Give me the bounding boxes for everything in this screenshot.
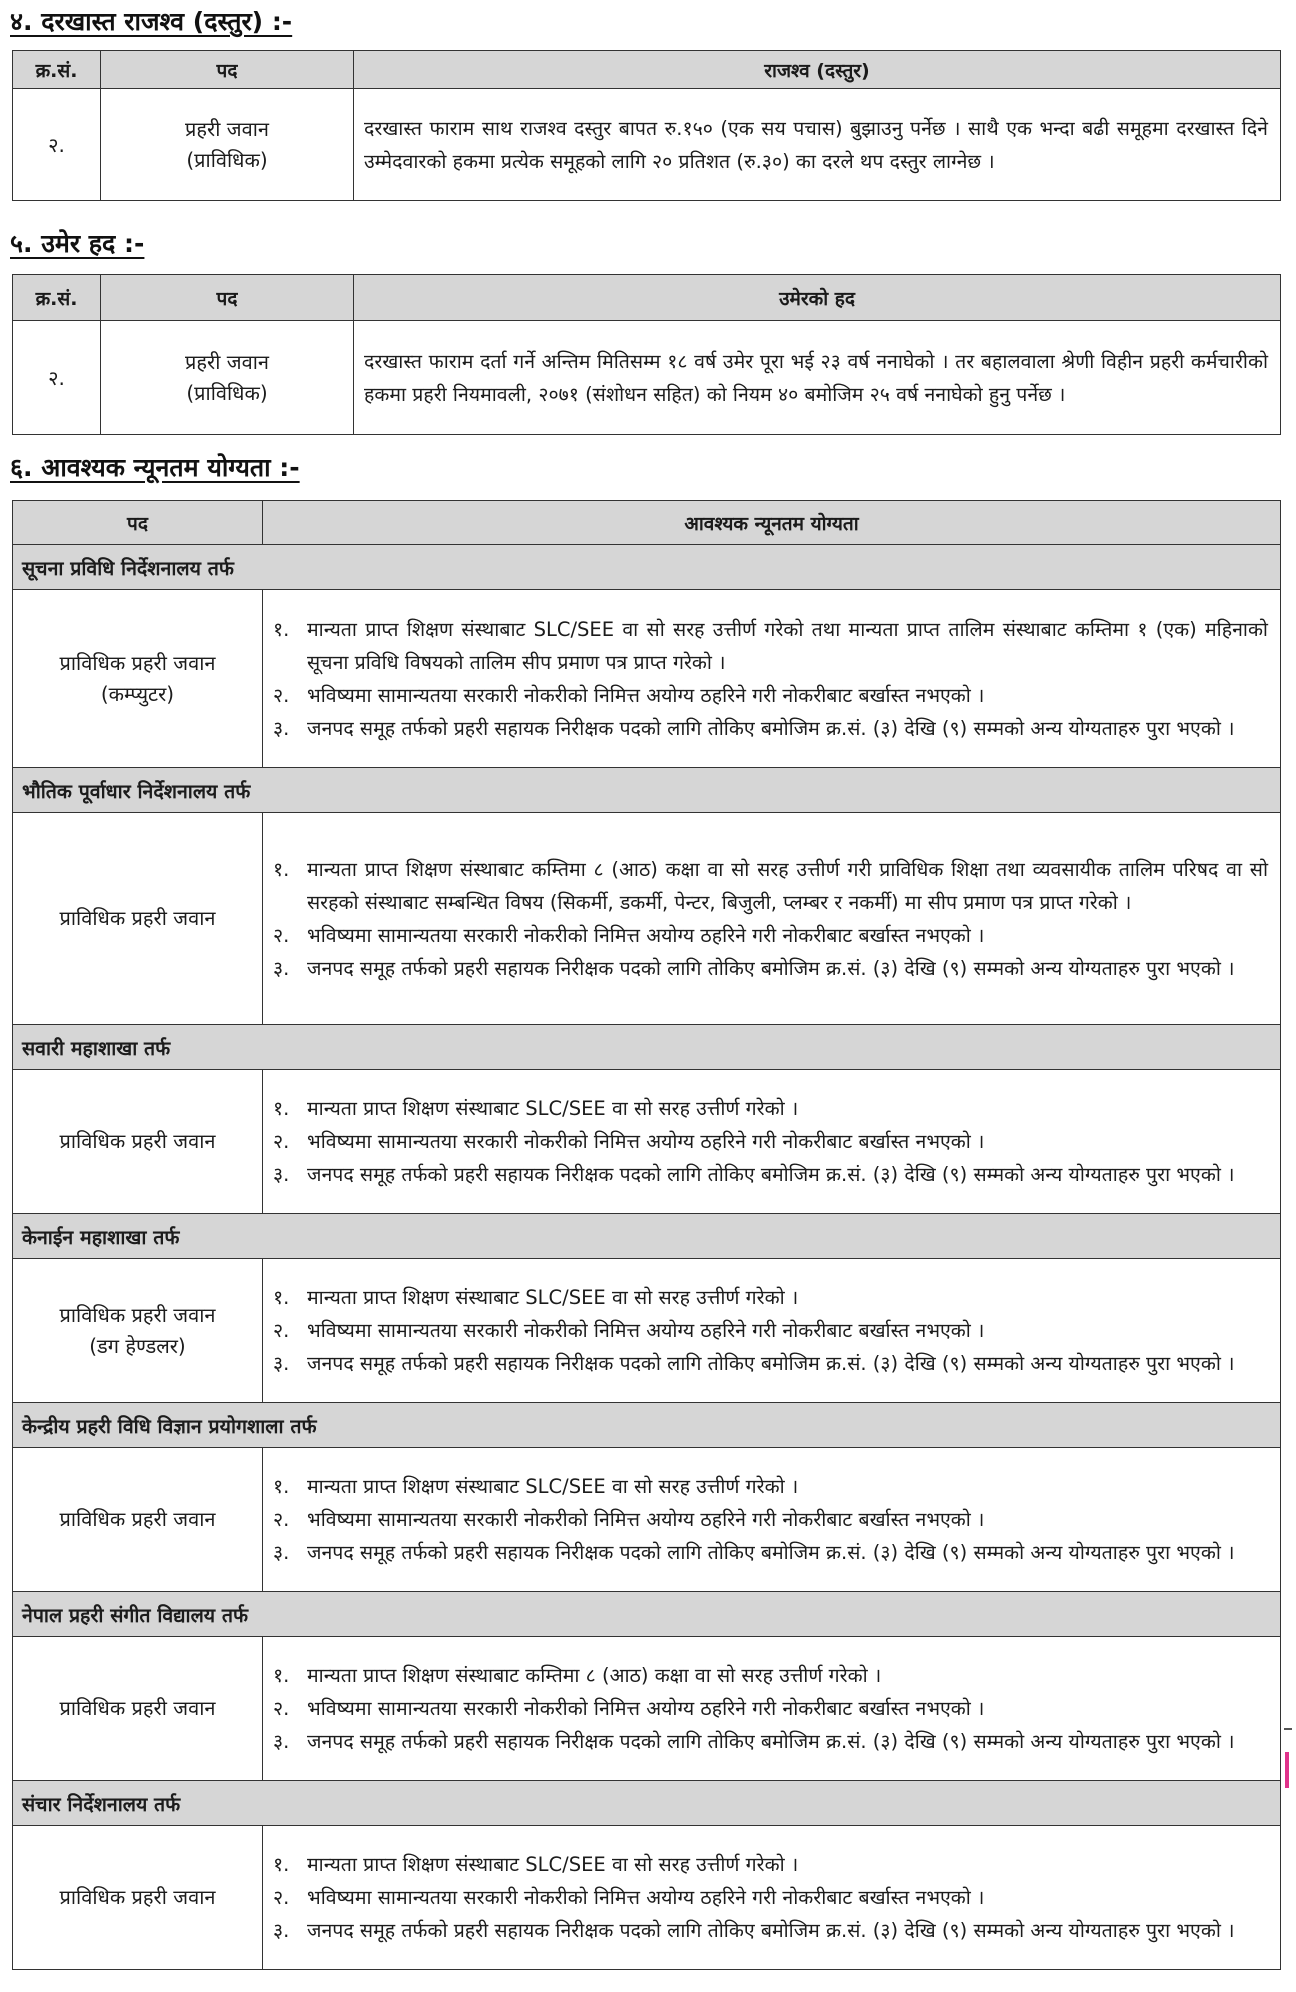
- post-line-1: प्रहरी जवान: [185, 116, 269, 141]
- item-text: भविष्यमा सामान्यतया सरकारी नोकरीको निमित्त अयोग्य ठहरिने गरी नोकरीबाट बर्खास्त नभएको ।: [307, 923, 985, 947]
- item-number: २.: [273, 1697, 290, 1720]
- group-heading-music-school: [13, 1592, 1281, 1637]
- qualification-list: [263, 1275, 1280, 1386]
- item-number: ३.: [273, 1352, 290, 1375]
- qualification-cell: [263, 1448, 1281, 1592]
- col-header-age: उमेरको हद: [354, 275, 1281, 321]
- table-row: [13, 1448, 1281, 1592]
- item-text: मान्यता प्राप्त शिक्षण संस्थाबाट SLC/SEE वा सो सरह उत्तीर्ण गरेको ।: [307, 1097, 799, 1120]
- group-heading-text: संचार निर्देशनालय तर्फ: [13, 1781, 1281, 1826]
- item-number: १.: [273, 617, 290, 641]
- list-item: [273, 919, 1268, 952]
- list-item: [273, 1314, 1268, 1347]
- item-text: भविष्यमा सामान्यतया सरकारी नोकरीको निमित्त अयोग्य ठहरिने गरी नोकरीबाट बर्खास्त नभएको ।: [307, 1130, 985, 1153]
- col-header-post: पद: [101, 275, 354, 321]
- row-post: [13, 813, 263, 1025]
- table-row: [13, 1259, 1281, 1403]
- item-number: २.: [273, 923, 290, 947]
- item-number: ३.: [273, 1541, 290, 1564]
- item-number: १.: [273, 1853, 290, 1876]
- col-header-post: पद: [13, 501, 263, 545]
- item-number: ३.: [273, 1730, 290, 1753]
- row-post: [101, 89, 354, 201]
- item-text: भविष्यमा सामान्यतया सरकारी नोकरीको निमित्त अयोग्य ठहरिने गरी नोकरीबाट बर्खास्त नभएको ।: [307, 1697, 985, 1720]
- section-4-title-text: ४. दरखास्त राजश्व (दस्तुर) :-: [10, 7, 293, 36]
- group-heading-text: भौतिक पूर्वाधार निर्देशनालय तर्फ: [13, 768, 1281, 813]
- post-line-2: (प्राविधिक): [186, 380, 268, 405]
- item-text: जनपद समूह तर्फको प्रहरी सहायक निरीक्षक पदको लागि तोकिए बमोजिम क्र.सं. (३) देखि (९) सम्मको अन्य योग्यताहरु पुरा भएको ।: [307, 1163, 1235, 1186]
- qualification-list: [263, 847, 1280, 991]
- qualification-cell: [263, 590, 1281, 768]
- table-row: [13, 590, 1281, 768]
- item-number: ३.: [273, 956, 290, 980]
- section-6-title: [10, 450, 300, 484]
- section-4-title: [10, 4, 292, 38]
- group-heading-text: सूचना प्रविधि निर्देशनालय तर्फ: [13, 545, 1281, 590]
- item-text: जनपद समूह तर्फको प्रहरी सहायक निरीक्षक पदको लागि तोकिए बमोजिम क्र.सं. (३) देखि (९) सम्मको अन्य योग्यताहरु पुरा भएको ।: [307, 716, 1235, 740]
- qualification-cell: [263, 1637, 1281, 1781]
- item-text: मान्यता प्राप्त शिक्षण संस्थाबाट SLC/SEE वा सो सरह उत्तीर्ण गरेको ।: [307, 1475, 799, 1498]
- col-header-qualification: आवश्यक न्यूनतम योग्यता: [263, 501, 1281, 545]
- post-line-1: प्राविधिक प्रहरी जवान: [59, 1507, 216, 1531]
- section-5-title: [10, 226, 144, 260]
- post-line-2: (डग हेण्डलर): [89, 1333, 186, 1358]
- group-heading-canine: [13, 1214, 1281, 1259]
- item-text: जनपद समूह तर्फको प्रहरी सहायक निरीक्षक पदको लागि तोकिए बमोजिम क्र.सं. (३) देखि (९) सम्मको अन्य योग्यताहरु पुरा भएको ।: [307, 1352, 1235, 1375]
- post-line-1: प्रहरी जवान: [185, 349, 269, 374]
- col-header-post: पद: [101, 51, 354, 89]
- list-item: [273, 1692, 1268, 1725]
- item-text: मान्यता प्राप्त शिक्षण संस्थाबाट कम्तिमा ८ (आठ) कक्षा वा सो सरह उत्तीर्ण गरी प्राविधिक शिक्षा तथा व्यवसायीक तालिम परिषद वा सो सरहको संस्थाबाट सम्बन्धित विषय (सिकर्मी, डकर्मी, पेन्टर, बिजुली, प्लम्बर र नकर्मी) मा सीप प्रमाण पत्र प्राप्त गरेको ।: [307, 857, 1268, 914]
- item-number: ३.: [273, 716, 290, 740]
- row-post: [13, 590, 263, 768]
- item-text: जनपद समूह तर्फको प्रहरी सहायक निरीक्षक पदको लागि तोकिए बमोजिम क्र.सं. (३) देखि (९) सम्मको अन्य योग्यताहरु पुरा भएको ।: [307, 1919, 1235, 1942]
- section-6-title-text: ६. आवश्यक न्यूनतम योग्यता :-: [10, 453, 300, 482]
- row-post: [13, 1448, 263, 1592]
- item-number: १.: [273, 1664, 290, 1687]
- group-heading-text: नेपाल प्रहरी संगीत विद्यालय तर्फ: [13, 1592, 1281, 1637]
- item-text: भविष्यमा सामान्यतया सरकारी नोकरीको निमित्त अयोग्य ठहरिने गरी नोकरीबाट बर्खास्त नभएको ।: [307, 1508, 985, 1531]
- item-text: जनपद समूह तर्फको प्रहरी सहायक निरीक्षक पदको लागि तोकिए बमोजिम क्र.सं. (३) देखि (९) सम्मको अन्य योग्यताहरु पुरा भएको ।: [307, 1730, 1235, 1753]
- revenue-text: दरखास्त फाराम साथ राजश्व दस्तुर बापत रु.१५० (एक सय पचास) बुझाउनु पर्नेछ । साथै एक भन्दा बढी समूहमा दरखास्त दिने उम्मेदवारको हकमा प्रत्येक समूहको लागि २० प्रतिशत (रु.३०) का दरले थप दस्तुर लाग्नेछ ।: [354, 89, 1281, 201]
- qualification-cell: [263, 1826, 1281, 1970]
- table-row: [13, 1637, 1281, 1781]
- list-item: [273, 952, 1268, 985]
- revenue-table: [12, 50, 1281, 201]
- list-item: [273, 1347, 1268, 1380]
- row-post: [13, 1637, 263, 1781]
- item-text: भविष्यमा सामान्यतया सरकारी नोकरीको निमित्त अयोग्य ठहरिने गरी नोकरीबाट बर्खास्त नभएको ।: [307, 683, 985, 707]
- item-number: १.: [273, 1475, 290, 1498]
- item-text: मान्यता प्राप्त शिक्षण संस्थाबाट SLC/SEE वा सो सरह उत्तीर्ण गरेको ।: [307, 1853, 799, 1876]
- post-line-1: प्राविधिक प्रहरी जवान: [59, 1129, 216, 1153]
- age-limit-text: दरखास्त फाराम दर्ता गर्ने अन्तिम मितिसम्म १८ वर्ष उमेर पूरा भई २३ वर्ष ननाघेको । तर बहालवाला श्रेणी विहीन प्रहरी कर्मचारीको हकमा प्रहरी नियमावली, २०७१ (संशोधन सहित) को नियम ४० बमोजिम २५ वर्ष ननाघेको हुनु पर्नेछ ।: [354, 321, 1281, 435]
- list-item: [273, 1281, 1268, 1314]
- list-item: [273, 1503, 1268, 1536]
- list-item: [273, 712, 1268, 745]
- section-5-title-text: ५. उमेर हद :-: [10, 229, 145, 258]
- col-header-sn: क्र.सं.: [13, 51, 101, 89]
- list-item: [273, 1470, 1268, 1503]
- row-post: [101, 321, 354, 435]
- group-heading-communication: [13, 1781, 1281, 1826]
- list-item: [273, 1536, 1268, 1569]
- item-number: २.: [273, 683, 290, 707]
- row-post: [13, 1259, 263, 1403]
- table-row: [13, 89, 1281, 201]
- qualification-list: [263, 1842, 1280, 1953]
- qualification-list: [263, 607, 1280, 751]
- post-line-1: प्राविधिक प्रहरी जवान: [59, 906, 216, 930]
- item-text: भविष्यमा सामान्यतया सरकारी नोकरीको निमित्त अयोग्य ठहरिने गरी नोकरीबाट बर्खास्त नभएको ।: [307, 1886, 985, 1909]
- item-text: मान्यता प्राप्त शिक्षण संस्थाबाट SLC/SEE वा सो सरह उत्तीर्ण गरेको तथा मान्यता प्राप्त तालिम संस्थाबाट कम्तिमा १ (एक) महिनाको सूचना प्रविधि विषयको तालिम सीप प्रमाण पत्र प्राप्त गरेको ।: [307, 617, 1268, 674]
- item-text: भविष्यमा सामान्यतया सरकारी नोकरीको निमित्त अयोग्य ठहरिने गरी नोकरीबाट बर्खास्त नभएको ।: [307, 1319, 985, 1342]
- item-text: मान्यता प्राप्त शिक्षण संस्थाबाट कम्तिमा ८ (आठ) कक्षा वा सो सरह उत्तीर्ण गरेको ।: [307, 1664, 882, 1687]
- list-item: [273, 1881, 1268, 1914]
- qualification-cell: [263, 1070, 1281, 1214]
- table-row: [13, 321, 1281, 435]
- group-heading-infrastructure: [13, 768, 1281, 813]
- qualification-table: [12, 500, 1281, 1970]
- group-heading-it: [13, 545, 1281, 590]
- col-header-sn: क्र.सं.: [13, 275, 101, 321]
- col-header-revenue: राजश्व (दस्तुर): [354, 51, 1281, 89]
- list-item: [273, 1914, 1268, 1947]
- post-line-1: प्राविधिक प्रहरी जवान: [59, 1302, 216, 1327]
- qualification-list: [263, 1464, 1280, 1575]
- post-line-1: प्राविधिक प्रहरी जवान: [59, 650, 216, 675]
- table-row: [13, 813, 1281, 1025]
- item-number: २.: [273, 1886, 290, 1909]
- group-heading-forensic-lab: [13, 1403, 1281, 1448]
- post-line-2: (कम्प्युटर): [100, 681, 175, 706]
- list-item: [273, 1092, 1268, 1125]
- item-number: २.: [273, 1508, 290, 1531]
- item-text: जनपद समूह तर्फको प्रहरी सहायक निरीक्षक पदको लागि तोकिए बमोजिम क्र.सं. (३) देखि (९) सम्मको अन्य योग्यताहरु पुरा भएको ।: [307, 956, 1235, 980]
- row-sn: २.: [13, 321, 101, 435]
- table-row: [13, 1826, 1281, 1970]
- edge-color-mark: [1285, 1752, 1289, 1788]
- item-number: १.: [273, 1286, 290, 1309]
- post-line-1: प्राविधिक प्रहरी जवान: [59, 1696, 216, 1720]
- age-limit-table: [12, 274, 1281, 435]
- group-heading-text: केन्द्रीय प्रहरी विधि विज्ञान प्रयोगशाला तर्फ: [13, 1403, 1281, 1448]
- item-number: १.: [273, 1097, 290, 1120]
- item-number: ३.: [273, 1919, 290, 1942]
- item-text: मान्यता प्राप्त शिक्षण संस्थाबाट SLC/SEE वा सो सरह उत्तीर्ण गरेको ।: [307, 1286, 799, 1309]
- qualification-cell: [263, 813, 1281, 1025]
- list-item: [273, 613, 1268, 679]
- list-item: [273, 1725, 1268, 1758]
- list-item: [273, 1848, 1268, 1881]
- item-number: २.: [273, 1319, 290, 1342]
- group-heading-text: केनाईन महाशाखा तर्फ: [13, 1214, 1281, 1259]
- list-item: [273, 1158, 1268, 1191]
- post-line-2: (प्राविधिक): [186, 147, 268, 172]
- item-number: ३.: [273, 1163, 290, 1186]
- list-item: [273, 853, 1268, 919]
- list-item: [273, 1659, 1268, 1692]
- item-number: १.: [273, 857, 290, 881]
- qualification-cell: [263, 1259, 1281, 1403]
- row-sn: २.: [13, 89, 101, 201]
- qualification-list: [263, 1086, 1280, 1197]
- group-heading-text: सवारी महाशाखा तर्फ: [13, 1025, 1281, 1070]
- item-text: जनपद समूह तर्फको प्रहरी सहायक निरीक्षक पदको लागि तोकिए बमोजिम क्र.सं. (३) देखि (९) सम्मको अन्य योग्यताहरु पुरा भएको ।: [307, 1541, 1235, 1564]
- table-row: [13, 1070, 1281, 1214]
- edge-dash-mark: [1284, 1728, 1292, 1730]
- group-heading-transport: [13, 1025, 1281, 1070]
- list-item: [273, 679, 1268, 712]
- row-post: [13, 1826, 263, 1970]
- row-post: [13, 1070, 263, 1214]
- qualification-list: [263, 1653, 1280, 1764]
- list-item: [273, 1125, 1268, 1158]
- post-line-1: प्राविधिक प्रहरी जवान: [59, 1885, 216, 1909]
- item-number: २.: [273, 1130, 290, 1153]
